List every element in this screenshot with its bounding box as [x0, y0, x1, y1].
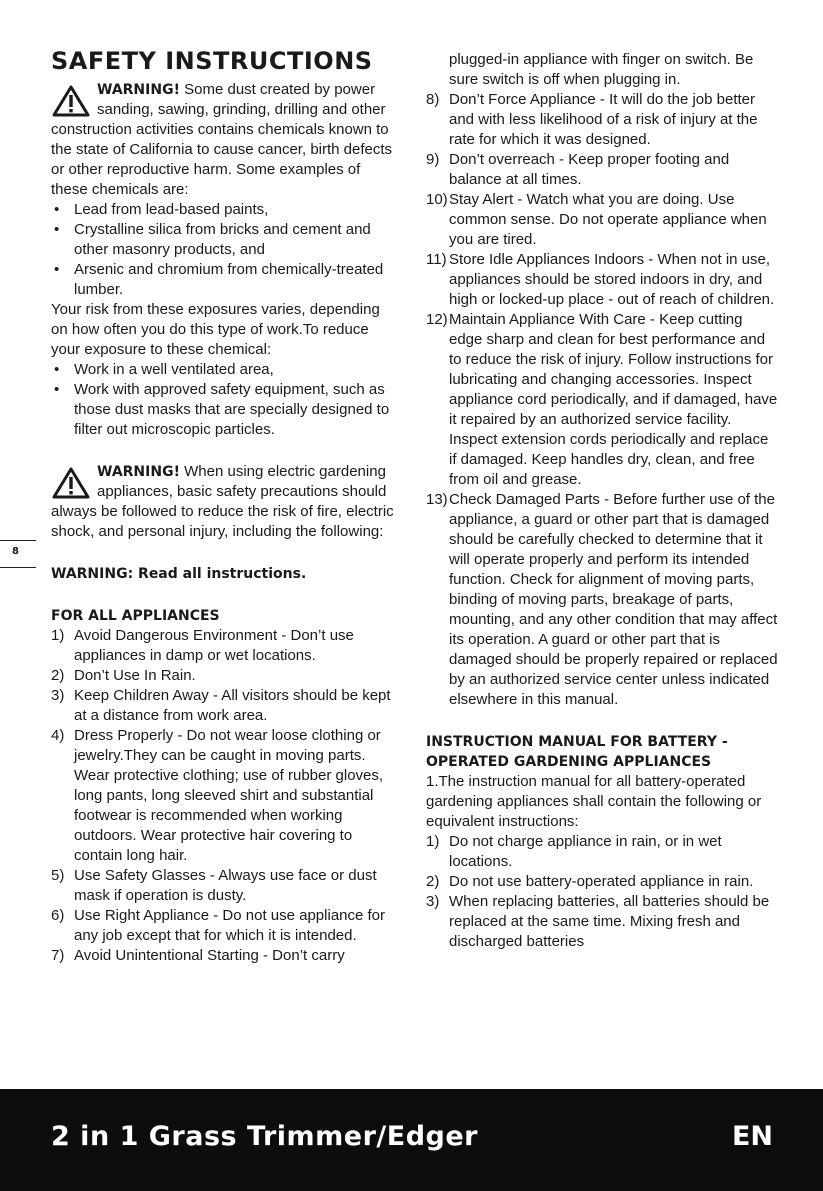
- item-7-continued: plugged-in appliance with finger on switch. Be sure switch is off when plugging in.: [449, 51, 754, 88]
- footer-title: 2 in 1 Grass Trimmer/Edger: [51, 1121, 478, 1152]
- warning-text: When using electric gardening appliances, basic safety precautions should always be followed to reduce the risk of fire, electric shock, and personal injury, including the following:: [51, 463, 394, 540]
- appliance-rules-list: [51, 626, 397, 966]
- warning-dust: [51, 80, 397, 200]
- list-item: 1) Avoid Dangerous Environment - Don’t use appliances in damp or wet locations.: [51, 627, 354, 664]
- list-item: 2) Do not use battery-operated appliance in rain.: [426, 873, 754, 890]
- list-item: • Work with approved safety equipment, such as those dust masks that are specially designed to filter out microscopic particles.: [51, 380, 397, 440]
- right-column: [426, 50, 778, 952]
- risk-paragraph: Your risk from these exposures varies, depending on how often you do this type of work.To reduce your exposure to these chemical:: [51, 301, 380, 358]
- list-item: 12) Maintain Appliance With Care - Keep cutting edge sharp and clean for best performance and to reduce the risk of injury. Follow instructions for lubricating and changing accessories. Inspect appliance cord periodically, and if damaged, have it repaired by an authorized service facility. Inspect extension cords periodically and replace if damaged. Keep handles dry, clean, and free from oil and grease.: [426, 311, 778, 488]
- battery-intro: 1.The instruction manual for all battery-operated gardening appliances shall contain the following or equivalent instructions:: [426, 773, 762, 830]
- language-code: EN: [731, 1121, 773, 1152]
- warning-text: Some dust created by power sanding, sawing, grinding, drilling and other construction activities contains chemicals known to the state of California to cause cancer, birth defects or other reproductive harm. Some examples of these chemicals are:: [51, 81, 393, 198]
- list-item: 6) Use Right Appliance - Do not use appliance for any job except that for which it is intended.: [51, 907, 386, 944]
- footer-bar: [0, 1089, 823, 1191]
- list-item: 7) Avoid Unintentional Starting - Don’t carry: [51, 947, 345, 964]
- read-all-heading: WARNING: Read all instructions.: [51, 566, 307, 582]
- list-item: 9) Don’t overreach - Keep proper footing and balance at all times.: [426, 151, 730, 188]
- list-item: 8) Don’t Force Appliance - It will do the job better and with less likelihood of a risk of injury at the rate for which it was designed.: [426, 91, 758, 148]
- appliance-rules-list-cont: [426, 90, 778, 710]
- list-item: • Work in a well ventilated area,: [51, 360, 397, 380]
- page-number-tab: [0, 540, 36, 568]
- left-column: [51, 0, 397, 966]
- reduce-list: [51, 360, 397, 440]
- list-item: • Crystalline silica from bricks and cement and other masonry products, and: [51, 220, 397, 260]
- chemicals-list: [51, 200, 397, 300]
- list-item: 3) Keep Children Away - All visitors should be kept at a distance from work area.: [51, 687, 391, 724]
- battery-heading-line-1: INSTRUCTION MANUAL FOR BATTERY -: [426, 734, 728, 750]
- list-item: 3) When replacing batteries, all batteries should be replaced at the same time. Mixing fresh and discharged batteries: [426, 893, 770, 950]
- warning-triangle-icon: [51, 466, 91, 500]
- list-item: 13) Check Damaged Parts - Before further use of the appliance, a guard or other part that is damaged should be carefully checked to determine that it will operate properly and perform its intended function. Check for alignment of moving parts, binding of moving parts, breakage of parts, mounting, and any other condition that may affect its operation. A guard or other part that is damaged should be properly repaired or replaced by an authorized service center unless indicated elsewhere in this manual.: [426, 491, 778, 708]
- page-number: 8: [12, 546, 19, 557]
- page-title: SAFETY INSTRUCTIONS: [51, 47, 373, 75]
- list-item: • Arsenic and chromium from chemically-treated lumber.: [51, 260, 397, 300]
- warning-electric: [51, 462, 397, 542]
- list-item: 1) Do not charge appliance in rain, or in wet locations.: [426, 833, 722, 870]
- list-item: 2) Don’t Use In Rain.: [51, 667, 196, 684]
- warning-label: WARNING!: [97, 464, 180, 480]
- list-item: • Lead from lead-based paints,: [51, 200, 397, 220]
- list-item: 4) Dress Properly - Do not wear loose clothing or jewelry.They can be caught in moving parts. Wear protective clothing; use of rubber gloves, long pants, long sleeved shirt and substantial footwear is recommended when working outdoors. Wear protective hair covering to contain long hair.: [51, 727, 384, 864]
- list-item: 5) Use Safety Glasses - Always use face or dust mask if operation is dusty.: [51, 867, 377, 904]
- list-item: 10) Stay Alert - Watch what you are doing. Use common sense. Do not operate appliance when you are tired.: [426, 191, 767, 248]
- for-all-heading: FOR ALL APPLIANCES: [51, 608, 220, 624]
- battery-rules-list: [426, 832, 778, 952]
- warning-triangle-icon: [51, 84, 91, 118]
- warning-label: WARNING!: [97, 82, 180, 98]
- battery-heading-line-2: OPERATED GARDENING APPLIANCES: [426, 754, 712, 770]
- list-item: 11) Store Idle Appliances Indoors - When not in use, appliances should be stored indoors in dry, and high or locked-up place - out of reach of children.: [426, 251, 775, 308]
